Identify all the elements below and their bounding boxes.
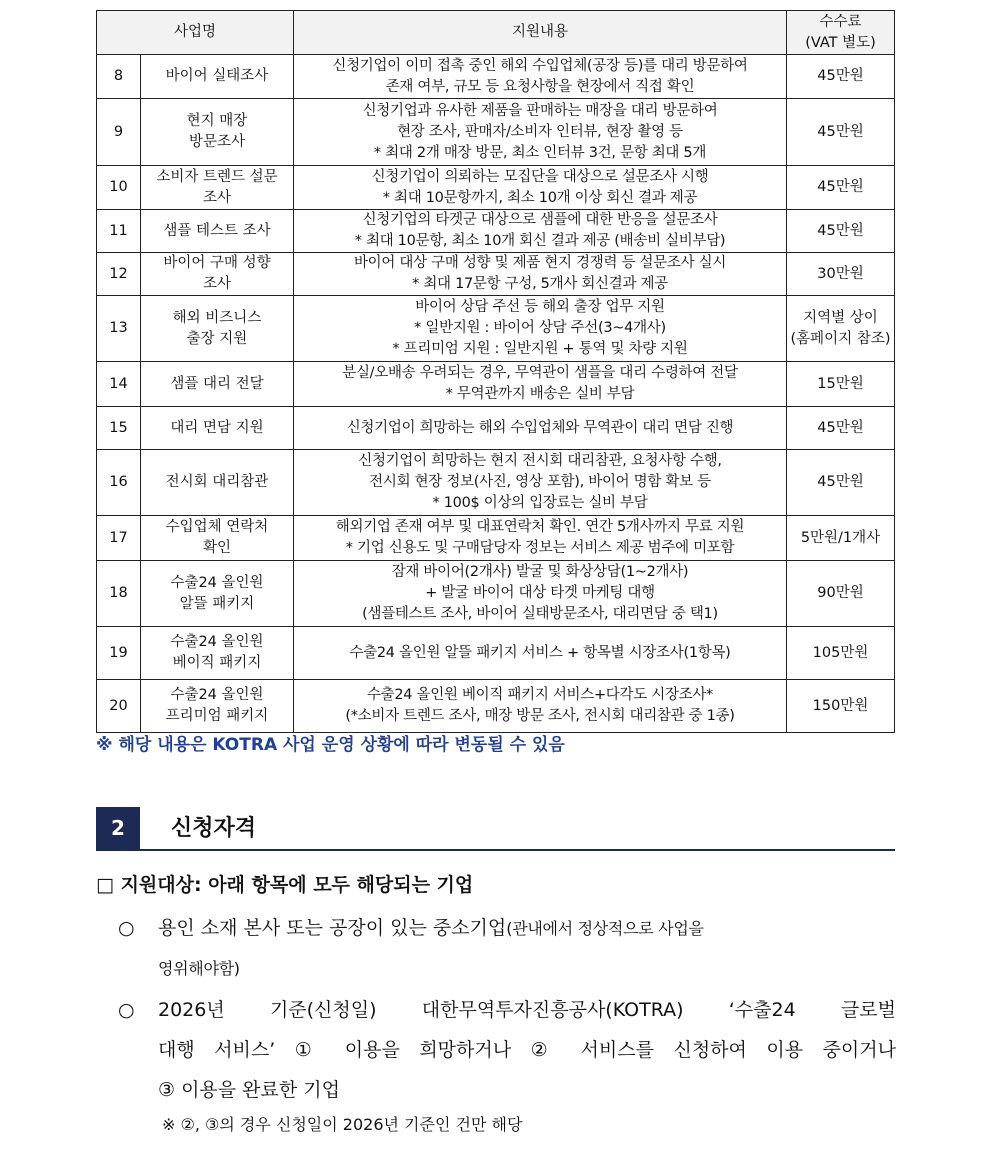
service-fee-cell (787, 166, 895, 210)
service-name-cell (141, 407, 294, 450)
service-fee-cell (787, 680, 895, 733)
service-desc-cell (294, 516, 787, 561)
service-desc-line: 현장 조사, 판매자/소비자 인터뷰, 현장 촬영 등 (397, 123, 683, 140)
table-row (97, 627, 895, 680)
service-name-cell (141, 166, 294, 210)
service-fee-cell (787, 516, 895, 561)
row-number: 10 (97, 166, 141, 210)
service-fee-cell (787, 55, 895, 99)
service-desc-cell (294, 627, 787, 680)
service-desc-line: 존재 여부, 규모 등 요청사항을 현장에서 직접 확인 (385, 78, 695, 95)
service-fee-cell (787, 99, 895, 166)
service-fee-cell (787, 296, 895, 362)
service-desc-line: 바이어 상담 주선 등 해외 출장 업무 지원 (415, 299, 665, 315)
service-desc-line: 해외기업 존재 여부 및 대표연락처 확인. 연간 5개사까지 무료 지원 (335, 519, 745, 535)
service-name-line: 프리미엄 패키지 (165, 708, 269, 724)
service-desc-line: 신청기업의 타겟군 대상으로 샘플에 대한 반응을 설문조사 (362, 212, 718, 228)
service-fee-line: 45만원 (817, 68, 864, 84)
service-fee-cell (787, 561, 895, 627)
service-fee-line: 90만원 (817, 585, 864, 601)
notice-text: ※ 해당 내용은 KOTRA 사업 운영 상황에 따라 변동될 수 있음 (96, 735, 565, 755)
service-fee-line: 45만원 (817, 419, 864, 436)
service-name-line: 조사 (202, 189, 231, 206)
service-desc-cell (294, 253, 787, 296)
service-name-line: 출장 지원 (186, 330, 248, 347)
service-fee-line: 30만원 (817, 265, 864, 282)
service-fee-line: 45만원 (817, 474, 864, 490)
service-name-line: 샘플 테스트 조사 (163, 222, 271, 239)
service-name-line: 확인 (202, 540, 231, 556)
service-fee-table (96, 10, 895, 733)
service-name-cell (141, 516, 294, 561)
service-desc-cell (294, 407, 787, 450)
service-fee-line: (홈페이지 참조) (790, 330, 891, 347)
row-number: 20 (97, 680, 141, 733)
service-desc-line: * 최대 2개 매장 방문, 최소 인터뷰 3건, 문항 최대 5개 (373, 144, 707, 161)
service-name-line: 바이어 실태조사 (165, 68, 269, 84)
header-fee-vat: (VAT 별도) (805, 34, 876, 51)
service-name-cell (141, 99, 294, 166)
table-row (97, 680, 895, 733)
service-desc-line: 잠재 바이어(2개사) 발굴 및 화상상담(1~2개사) (391, 564, 689, 580)
service-name-line: 베이직 패키지 (172, 655, 262, 671)
service-desc-line: 바이어 대상 구매 성향 및 제품 현지 경쟁력 등 설문조사 실시 (353, 255, 727, 271)
service-name-cell (141, 253, 294, 296)
service-fee-line: 105만원 (812, 644, 869, 661)
service-name-cell (141, 210, 294, 253)
circle-bullet-icon: ○ (118, 917, 135, 939)
service-name-line: 알뜰 패키지 (179, 595, 255, 612)
service-name-cell (141, 561, 294, 627)
service-fee-cell (787, 407, 895, 450)
service-name-line: 전시회 대리참관 (165, 474, 269, 490)
service-desc-cell (294, 680, 787, 733)
service-desc-cell (294, 561, 787, 627)
service-desc-line: 분실/오배송 우려되는 경우, 무역관이 샘플을 대리 수령하여 전달 (342, 365, 738, 381)
section-header (96, 807, 895, 851)
header-content: 지원내용 (294, 11, 787, 55)
service-name-cell (141, 296, 294, 362)
service-fee-line: 45만원 (817, 123, 864, 140)
service-desc-line: * 일반지원 : 바이어 상담 주선(3~4개사) (414, 320, 666, 336)
row-number: 14 (97, 362, 141, 407)
service-name-line: 현지 매장 (186, 113, 248, 129)
service-fee-line: 45만원 (817, 179, 864, 195)
service-desc-line: (샘플테스트 조사, 바이어 실태방문조사, 대리면담 중 택1) (362, 606, 718, 622)
service-desc-line: 신청기업이 의뢰하는 모집단을 대상으로 설문조사 시행 (371, 168, 709, 185)
table-row (97, 561, 895, 627)
service-desc-line: 신청기업이 희망하는 현지 전시회 대리참관, 요청사항 수행, (358, 453, 722, 469)
service-name-cell (141, 627, 294, 680)
service-name-cell (141, 55, 294, 99)
header-service-name: 사업명 (97, 11, 294, 55)
service-name-line: 방문조사 (188, 134, 246, 150)
row-number: 13 (97, 296, 141, 362)
service-desc-line: * 무역관까지 배송은 실비 부담 (445, 386, 635, 402)
item2-line-1: 2026년 기준(신청일) 대한무역투자진흥공사(KOTRA) ‘수출24 글로벌 (158, 999, 896, 1021)
service-fee-cell (787, 253, 895, 296)
target-heading: □ 지원대상: 아래 항목에 모두 해당되는 기업 (96, 874, 474, 896)
row-number: 12 (97, 253, 141, 296)
service-desc-cell (294, 55, 787, 99)
service-desc-line: 신청기업이 희망하는 해외 수입업체와 무역관이 대리 면담 진행 (346, 419, 734, 436)
service-fee-line: 45만원 (817, 222, 864, 239)
service-desc-line: * 최대 17문항 구성, 5개사 회신결과 제공 (412, 276, 668, 292)
service-fee-cell (787, 627, 895, 680)
table-header-row (97, 11, 895, 55)
table-row (97, 516, 895, 561)
service-desc-cell (294, 296, 787, 362)
service-desc-cell (294, 99, 787, 166)
service-name-line: 수입업체 연락처 (165, 519, 269, 535)
item2-line-3: ③ 이용을 완료한 기업 (158, 1079, 340, 1101)
service-fee-line: 지역별 상이 (803, 309, 878, 326)
service-name-line: 해외 비즈니스 (172, 309, 262, 326)
row-number: 15 (97, 407, 141, 450)
table-row (97, 296, 895, 362)
service-desc-line: 수출24 올인원 알뜰 패키지 서비스 + 항목별 시장조사(1항목) (349, 644, 731, 661)
row-number: 16 (97, 450, 141, 516)
service-fee-cell (787, 450, 895, 516)
service-name-cell (141, 450, 294, 516)
service-desc-cell (294, 210, 787, 253)
service-desc-line: 신청기업과 유사한 제품을 판매하는 매장을 대리 방문하여 (362, 102, 718, 119)
service-name-line: 수출24 올인원 (170, 687, 264, 703)
service-name-line: 대리 면담 지원 (170, 419, 264, 436)
service-name-line: 수출24 올인원 (170, 574, 264, 591)
table-row (97, 55, 895, 99)
table-row (97, 362, 895, 407)
table-row (97, 166, 895, 210)
item1-main-text: 용인 소재 본사 또는 공장이 있는 중소기업 (158, 917, 507, 939)
service-desc-line: + 발굴 바이어 대상 타겟 마케팅 대행 (425, 585, 655, 601)
row-number: 9 (97, 99, 141, 166)
service-name-line: 수출24 올인원 (170, 634, 264, 650)
service-desc-line: * 최대 10문항, 최소 10개 회신 결과 제공 (배송비 실비부담) (354, 233, 726, 249)
table-row (97, 407, 895, 450)
table-row (97, 450, 895, 516)
service-name-line: 조사 (202, 276, 231, 292)
row-number: 18 (97, 561, 141, 627)
item2-line-2: 대행 서비스’ ① 이용을 희망하거나 ② 서비스를 신청하여 이용 중이거나 (158, 1039, 896, 1061)
service-desc-line: (*소비자 트렌드 조사, 매장 방문 조사, 전시회 대리참관 중 1종) (345, 708, 735, 724)
service-name-line: 소비자 트렌드 설문 (156, 168, 278, 185)
service-name-line: 바이어 구매 성향 (163, 255, 271, 271)
service-desc-line: 수출24 올인원 베이직 패키지 서비스+다각도 시장조사* (366, 687, 714, 703)
item1-paren-cont: 영위해야함) (158, 959, 240, 978)
service-desc-line: * 100$ 이상의 입장료는 실비 부담 (432, 495, 648, 511)
note-text: ※ ②, ③의 경우 신청일이 2026년 기준인 건만 해당 (162, 1115, 523, 1134)
section-number: 2 (96, 807, 140, 849)
eligibility-item-2 (118, 990, 896, 1110)
header-fee (787, 11, 895, 55)
row-number: 19 (97, 627, 141, 680)
row-number: 11 (97, 210, 141, 253)
service-desc-line: * 프리미엄 지원 : 일반지원 + 통역 및 차량 지원 (392, 341, 688, 357)
service-name-line: 샘플 대리 전달 (170, 375, 264, 392)
service-fee-cell (787, 210, 895, 253)
section-title: 신청자격 (171, 816, 257, 841)
table-row (97, 253, 895, 296)
service-fee-line: 5만원/1개사 (800, 529, 881, 546)
service-desc-line: 신청기업이 이미 접촉 중인 해외 수입업체(공장 등)를 대리 방문하여 (332, 57, 748, 74)
row-number: 8 (97, 55, 141, 99)
service-fee-line: 15만원 (817, 375, 864, 392)
header-fee-label: 수수료 (819, 13, 862, 30)
service-desc-line: * 기업 신용도 및 구매담당자 정보는 서비스 제공 범주에 미포함 (345, 540, 735, 556)
service-desc-cell (294, 450, 787, 516)
eligibility-item-1 (118, 908, 896, 988)
table-row (97, 210, 895, 253)
row-number: 17 (97, 516, 141, 561)
table-row (97, 99, 895, 166)
service-desc-cell (294, 166, 787, 210)
service-fee-cell (787, 362, 895, 407)
circle-bullet-icon: ○ (118, 999, 135, 1021)
service-fee-line: 150만원 (812, 697, 869, 714)
item1-paren-text: (관내에서 정상적으로 사업을 (506, 919, 704, 938)
service-desc-line: 전시회 현장 정보(사진, 영상 포함), 바이어 명함 확보 등 (369, 474, 711, 490)
service-desc-line: * 최대 10문항까지, 최소 10개 이상 회신 결과 제공 (382, 189, 698, 206)
service-name-cell (141, 362, 294, 407)
service-desc-cell (294, 362, 787, 407)
service-name-cell (141, 680, 294, 733)
